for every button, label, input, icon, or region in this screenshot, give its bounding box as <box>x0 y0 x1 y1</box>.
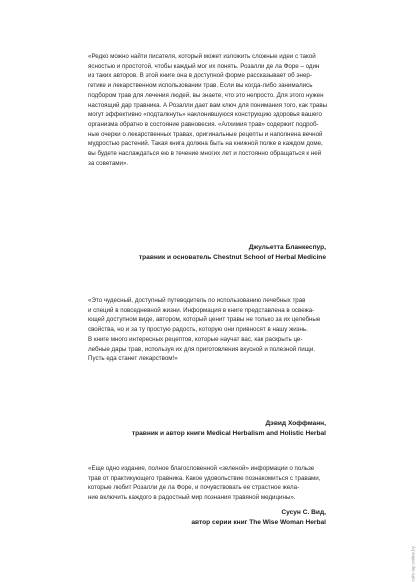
testimonial-attribution-1 <box>139 243 326 262</box>
attribution-role: автор серии книг The Wise Woman Herbal <box>191 518 326 526</box>
quote-line: ющей доступном виде, автором, который ценит травы не только за их целебные <box>88 316 321 324</box>
quote-line: которые любит Розалли де ла Форе, и почувствовать ее страстное жела- <box>88 484 300 492</box>
quote-line: «Редко можно найти писателя, который может изложить сложные идеи с такой <box>88 53 316 60</box>
quote-line: за советами». <box>88 159 129 167</box>
quote-line: лебные дары трав, используя их для приготовления вкусной и полезной пищи. <box>88 345 316 353</box>
quote-line: гетике и лекарственном использовании трав. Если вы когда-либо занимались <box>88 82 313 90</box>
testimonial-quote-3 <box>88 464 326 503</box>
testimonial-quote-2 <box>88 296 326 364</box>
quote-line: ясностью и простотой, чтобы каждый мог их понять. Розалли де ла Форе – один <box>88 62 320 70</box>
quote-line: В книге много интересных рецептов, которые научат вас, как раскрыть це- <box>88 335 303 343</box>
quote-line: мудростью растений. Такая книга должна быть на книжной полке в каждом доме, <box>88 140 323 148</box>
quote-line: подбором трав для лечения людей, вы знаете, что это непросто. Для этого нужен <box>88 91 324 99</box>
attribution-author: Джульетта Бланкеспур, <box>248 244 326 251</box>
attribution-role: травник и автор книги Medical Herbalism and Holistic Herbal <box>131 429 326 437</box>
quote-line: из таких авторов. В этой книге она в доступной форме рассказывает об энер- <box>88 72 312 80</box>
quote-line: организма обратно в состояние равновесия. «Алхимия трав» содержит подроб- <box>88 120 319 128</box>
attribution-author: Сусун С. Вид, <box>281 509 326 516</box>
quote-line: ние включить каждого в радостный мир познания травяной медицины». <box>88 494 296 502</box>
watermark-text: cafe-tap.online.by <box>411 546 416 582</box>
attribution-role: травник и основатель Chestnut School of Herbal Medicine <box>138 253 326 261</box>
attribution-author: Дэвид Хоффманн, <box>265 420 326 427</box>
quote-line: вы будете наслаждаться ею в течение многих лет и постоянно обращаться к ней <box>88 150 322 158</box>
quote-line: трав от практикующего травника. Какое удовольствие познакомиться с травами, <box>88 474 321 482</box>
quote-line: могут эффективно «подталкнуть» наклонившуюся конструкцию здоровья вашего <box>88 111 322 119</box>
quote-line: и специй в повседневной жизни. Информация в книге представлена в освежа- <box>88 306 315 314</box>
quote-line: Пусть еда станет лекарством!» <box>88 355 178 363</box>
quote-line: свойства, но и за ту простую радость, которую они привносят в нашу жизнь. <box>88 326 308 334</box>
quote-line: «Еще одно издание, полное благословенной «зеленой» информации о пользе <box>88 465 315 472</box>
quote-line: ные очерки о лекарственных травах, оригинальные рецепты и наполнена вечной <box>88 130 323 138</box>
testimonial-attribution-2 <box>132 419 326 438</box>
testimonial-quote-1 <box>88 52 326 168</box>
quote-line: «Это чудесный, доступный путеводитель по использованию лечебных трав <box>88 297 306 304</box>
quote-line: настоящий дар травника. А Розалли дает вам ключ для понимания того, как травы <box>88 101 328 109</box>
testimonial-attribution-3 <box>191 508 326 527</box>
